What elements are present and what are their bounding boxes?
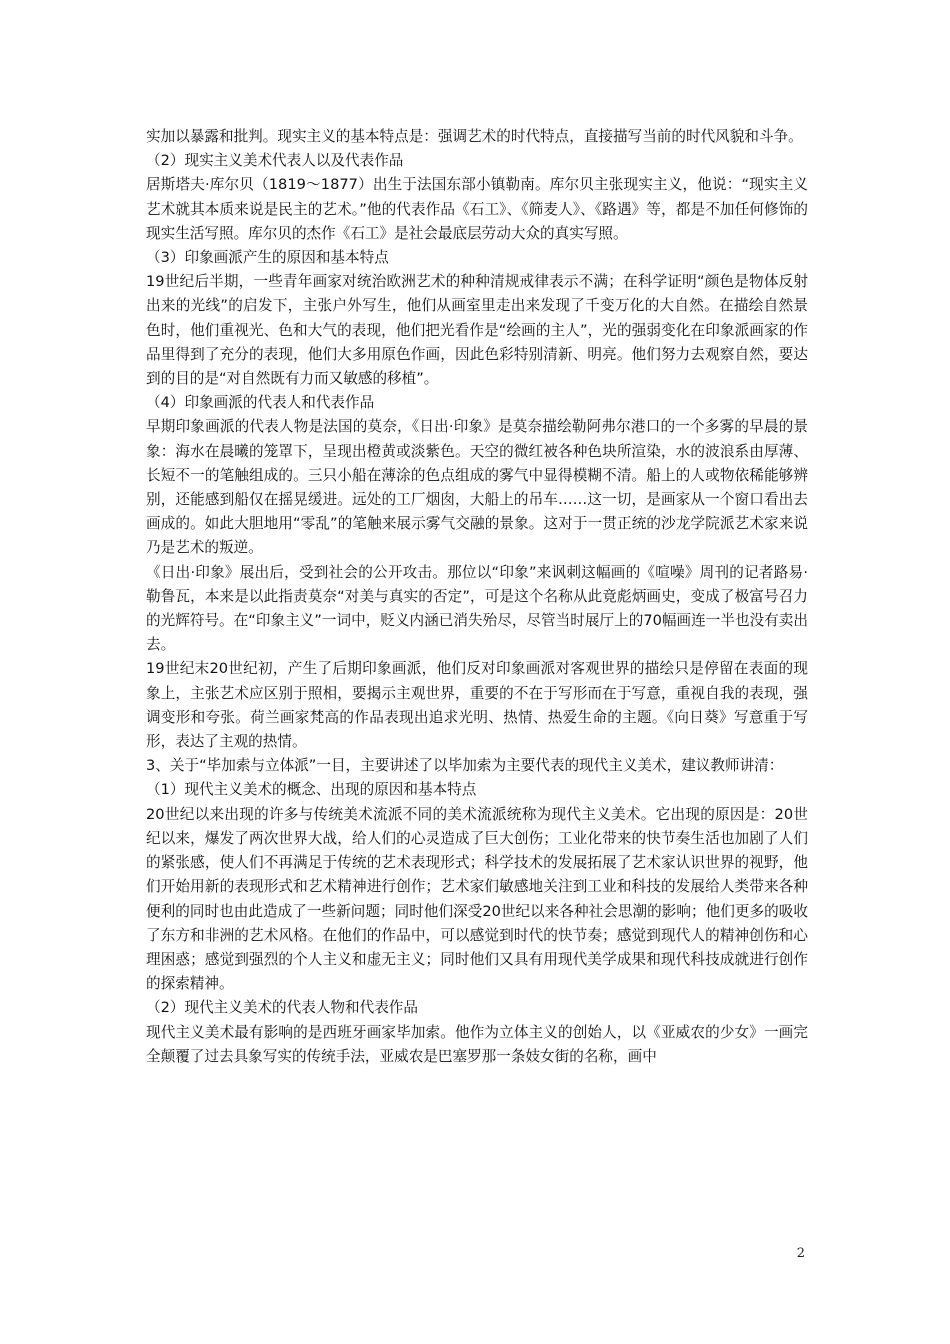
paragraph: 19世纪后半期，一些青年画家对统治欧洲艺术的种种清规戒律表示不满；在科学证明“颜色是物体反射出来的光线”的启发下，主张户外写生，他们从画室里走出来发现了千变万化的大自然。在描绘自然景色时，他们重视光、色和大气的表现，他们把光看作是“绘画的主人”，光的强弱变化在印象派画家的作品里得到了充分的表现，他们大多用原色作画，因此色彩特别清新、明亮。他们努力去观察自然，要达到的目的是“对自然既有力而又敏感的移植”。 bbox=[146, 273, 808, 388]
paragraph: 19世纪末20世纪初，产生了后期印象画派，他们反对印象画派对客观世界的描绘只是停留在表面的现象上，主张艺术应区别于照相，要揭示主观世界，重要的不在于写形而在于写意，重视自我的表现，强调变形和夸张。荷兰画家梵高的作品表现出追求光明、热情、热爱生命的主题。《向日葵》写意重于写形，表达了主观的热情。 bbox=[146, 660, 808, 751]
paragraph: 《日出·印象》展出后，受到社会的公开攻击。那位以“印象”来讽刺这幅画的《喧噪》周刊的记者路易·勒鲁瓦，本来是以此指责莫奈“对美与真实的否定”，可是这个名称从此竟彪炳画史，变成了极富号召力的光辉符号。在“印象主义”一词中，贬义内涵已消失殆尽，尽管当时展厅上的70幅画连一半也没有卖出去。 bbox=[146, 563, 808, 654]
paragraph: 居斯塔夫·库尔贝（1819～1877）出生于法国东部小镇勒南。库尔贝主张现实主义，他说：“现实主义艺术就其本质来说是民主的艺术。”他的代表作品《石工》、《筛麦人》、《路遇》等，都是不加任何修饰的现实生活写照。库尔贝的杰作《石工》是社会最底层劳动大众的真实写照。 bbox=[146, 176, 808, 242]
section-heading: （3）印象画派产生的原因和基本特点 bbox=[146, 249, 389, 267]
section-heading: （4）印象画派的代表人和代表作品 bbox=[146, 394, 375, 412]
paragraph: 早期印象画派的代表人物是法国的莫奈，《日出·印象》是莫奈描绘勒阿弗尔港口的一个多雾的早晨的景象：海水在晨曦的笼罩下，呈现出橙黄或淡紫色。天空的微红被各种色块所渲染，水的波浪系由厚薄、长短不一的笔触组成的。三只小船在薄涂的色点组成的雾气中显得模糊不清。船上的人或物依稀能够辨别，还能感到船仅在摇晃缓进。远处的工厂烟囱，大船上的吊车……这一切，是画家从一个窗口看出去画成的。如此大胆地用“零乱”的笔触来展示雾气交融的景象。这对于一贯正统的沙龙学院派艺术家来说乃是艺术的叛逆。 bbox=[146, 418, 808, 557]
paragraph: 20世纪以来出现的许多与传统美术流派不同的美术流派统称为现代主义美术。它出现的原因是：20世纪以来，爆发了两次世界大战，给人们的心灵造成了巨大创伤；工业化带来的快节奏生活也加剧了人们的紧张感，使人们不再满足于传统的艺术表现形式；科学技术的发展拓展了艺术家认识世界的视野，他们开始用新的表现形式和艺术精神进行创作；艺术家们敏感地关注到工业和科技的发展给人类带来各种便利的同时也由此造成了一些新问题；同时他们深受20世纪以来各种社会思潮的影响；他们更多的吸收了东方和非洲的艺术风格。在他们的作品中，可以感觉到时代的快节奏；感觉到现代人的精神创伤和心理困惑；感觉到强烈的个人主义和虚无主义；同时他们又具有用现代美学成果和现代科技成就进行创作的探索精神。 bbox=[146, 805, 808, 993]
section-heading: （1）现代主义美术的概念、出现的原因和基本特点 bbox=[146, 781, 477, 799]
document-body bbox=[146, 125, 808, 1069]
paragraph: 现代主义美术最有影响的是西班牙画家毕加索。他作为立体主义的创始人，以《亚威农的少女》一画完全颠覆了过去具象写实的传统手法，亚威农是巴塞罗那一条妓女街的名称，画中 bbox=[146, 1023, 808, 1065]
paragraph: 实加以暴露和批判。现实主义的基本特点是：强调艺术的时代特点，直接描写当前的时代风貌和斗争。 bbox=[146, 128, 803, 145]
section-heading: （2）现代主义美术的代表人物和代表作品 bbox=[146, 999, 418, 1017]
page-number: 2 bbox=[796, 1246, 805, 1261]
section-heading: （2）现实主义美术代表人以及代表作品 bbox=[146, 152, 404, 170]
paragraph: 3、关于“毕加索与立体派”一目，主要讲述了以毕加索为主要代表的现代主义美术，建议教师讲清： bbox=[146, 757, 784, 775]
